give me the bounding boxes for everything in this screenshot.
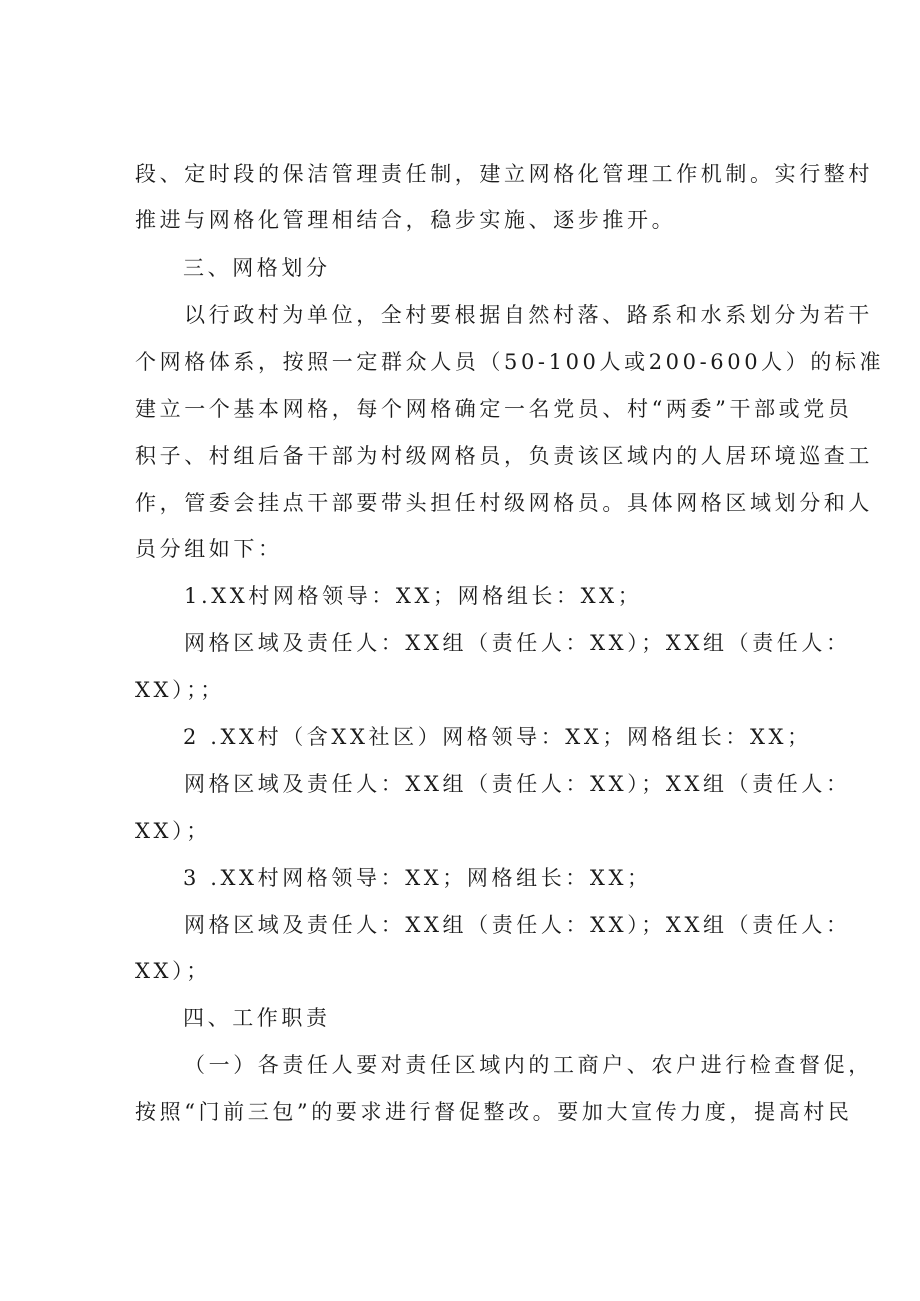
paragraph-line: （一）各责任人要对责任区域内的工商户、农户进行检查督促，: [184, 1053, 873, 1077]
paragraph-line: 个网格体系，按照一定群众人员（50-100人或200-600人）的标准: [135, 350, 885, 374]
paragraph-line: 以行政村为单位，全村要根据自然村落、路系和水系划分为若干: [184, 303, 873, 327]
paragraph-line: 建立一个基本网格，每个网格确定一名党员、村“两委”干部或党员: [135, 397, 853, 421]
list-item-2-area-cont: XX）；: [135, 819, 211, 843]
paragraph-line: 按照“门前三包”的要求进行督促整改。要加大宣传力度，提高村民: [135, 1100, 853, 1124]
list-item-2-area: 网格区域及责任人：XX组（责任人：XX）；XX组（责任人：: [184, 772, 851, 796]
list-item-1-area-cont: XX）；；: [135, 678, 225, 702]
paragraph-line: 推进与网格化管理相结合，稳步实施、逐步推开。: [135, 208, 677, 232]
section-heading-duties: 四、工作职责: [183, 1006, 331, 1030]
paragraph-line: 段、定时段的保洁管理责任制，建立网格化管理工作机制。实行整村: [135, 162, 873, 186]
paragraph-line: 员分组如下：: [135, 537, 283, 561]
list-item-1-area: 网格区域及责任人：XX组（责任人：XX）；XX组（责任人：: [184, 631, 851, 655]
list-item-1-header: 1.XX村网格领导：XX；网格组长：XX；: [184, 584, 643, 608]
paragraph-line: 作，管委会挂点干部要带头担任村级网格员。具体网格区域划分和人: [135, 491, 873, 515]
list-item-2-header: 2 .XX村（含XX社区）网格领导：XX；网格组长：XX；: [183, 725, 812, 749]
list-item-3-area: 网格区域及责任人：XX组（责任人：XX）；XX组（责任人：: [184, 913, 851, 937]
paragraph-line: 积子、村组后备干部为村级网格员，负责该区域内的人居环境巡查工: [135, 444, 873, 468]
list-item-3-header: 3 .XX村网格领导：XX；网格组长：XX；: [183, 866, 652, 890]
list-item-3-area-cont: XX）；: [135, 959, 211, 983]
section-heading-grid-division: 三、网格划分: [183, 256, 331, 280]
